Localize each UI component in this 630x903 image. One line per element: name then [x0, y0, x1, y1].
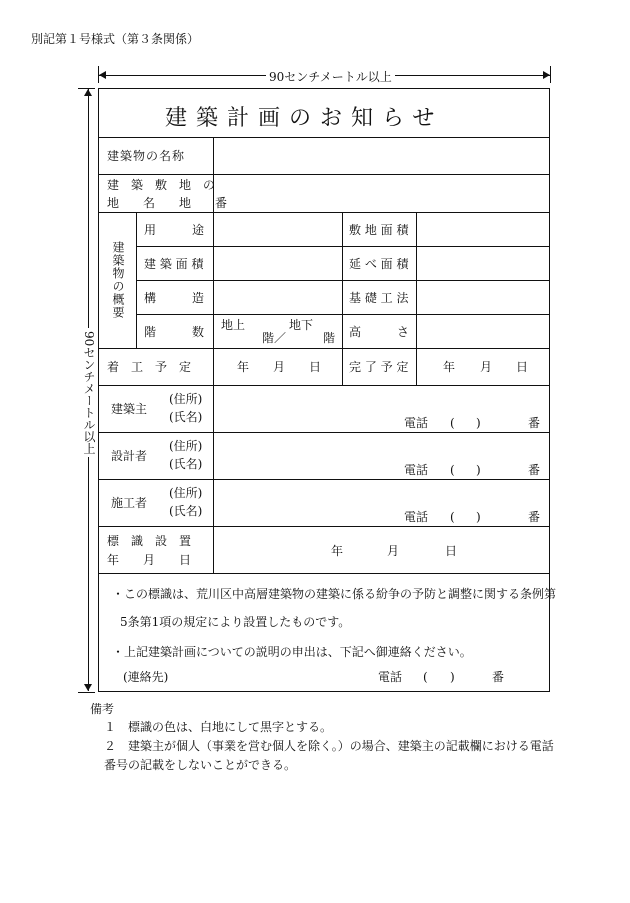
- rule: [99, 573, 549, 574]
- complete-year: 年: [443, 360, 456, 374]
- complete-label: 完 了 予 定: [349, 360, 409, 374]
- height-dim-bottom-tick: [78, 692, 95, 693]
- arrow-up-icon: [84, 89, 92, 96]
- rule: [99, 385, 549, 386]
- complete-month: 月: [480, 360, 493, 374]
- overview-label: 建築物の概要: [111, 241, 125, 319]
- height-label: 高 さ: [349, 325, 410, 339]
- rule: [136, 212, 137, 348]
- party-phone: 電話: [404, 416, 429, 430]
- party-role: 施工者: [111, 496, 148, 510]
- width-dim-label: 90センチメートル以上: [266, 68, 395, 85]
- rule: [99, 212, 549, 213]
- sign-install-year: 年: [331, 544, 344, 558]
- floors-unit-below: 階: [323, 331, 336, 345]
- paren-close: ): [476, 416, 481, 430]
- sign-install-label-line2: 年 月 日: [107, 553, 192, 567]
- use-label: 用 途: [144, 223, 205, 237]
- arrow-right-icon: [543, 71, 550, 79]
- rule: [416, 212, 417, 385]
- party-address: (住所): [169, 439, 203, 453]
- rule: [342, 212, 343, 385]
- form-title: 建築計画のお知らせ: [165, 106, 444, 131]
- paren-open: (: [450, 416, 455, 430]
- sign-install-day: 日: [445, 544, 458, 558]
- party-role: 設計者: [111, 449, 148, 463]
- rule: [99, 479, 549, 480]
- contact-phone: 電話: [378, 670, 403, 684]
- height-dim-label: 90センチメートル以上: [81, 328, 98, 457]
- statement-ordinance-line1: ・この標識は、荒川区中高層建築物の建築に係る紛争の予防と調整に関する条例第: [112, 587, 557, 601]
- notes-title: 備考: [90, 702, 115, 716]
- party-name: (氏名): [169, 457, 203, 471]
- floors-below-label: 地下: [289, 318, 314, 332]
- paren-open: (: [423, 670, 428, 684]
- structure-label: 構 造: [144, 291, 205, 305]
- party-ban: 番: [528, 510, 541, 524]
- statement-contact: ・上記建築計画についての説明の申出は、下記へ御連絡ください。: [112, 645, 472, 659]
- party-address: (住所): [169, 392, 203, 406]
- floors-label: 階 数: [144, 325, 205, 339]
- note-1: １ 標識の色は、白地にして黒字とする。: [104, 720, 333, 734]
- party-name: (氏名): [169, 504, 203, 518]
- rule: [99, 174, 549, 175]
- party-name: (氏名): [169, 410, 203, 424]
- paren-close: ): [450, 670, 455, 684]
- width-dim-right-tick: [550, 66, 551, 83]
- start-year: 年: [237, 360, 250, 374]
- paren-open: (: [450, 463, 455, 477]
- party-role: 建築主: [111, 402, 148, 416]
- floor-area-label: 延 べ 面 積: [349, 257, 409, 271]
- paren-open: (: [450, 510, 455, 524]
- party-ban: 番: [528, 463, 541, 477]
- rule: [99, 137, 549, 138]
- paren-close: ): [476, 510, 481, 524]
- note-2-line2: 番号の記載をしないことができる。: [104, 758, 297, 772]
- start-day: 日: [309, 360, 322, 374]
- building-area-label: 建 築 面 積: [144, 257, 204, 271]
- floors-above-label: 地上: [221, 318, 246, 332]
- start-label: 着 工 予 定: [107, 360, 192, 374]
- party-phone: 電話: [404, 463, 429, 477]
- floors-unit-above: 階／: [262, 331, 287, 345]
- party-phone: 電話: [404, 510, 429, 524]
- form-number-label: 別記第１号様式（第３条関係）: [31, 32, 200, 46]
- contact-label: (連絡先): [123, 670, 169, 684]
- notice-form: [98, 88, 557, 692]
- site-label-line1: 建 築 敷 地 の: [107, 178, 216, 192]
- foundation-label: 基 礎 工 法: [349, 291, 409, 305]
- site-label-line2: 地 名 地 番: [107, 196, 228, 210]
- statement-ordinance-line2: 5条第1項の規定により設置したものです。: [120, 615, 351, 629]
- paren-close: ): [476, 463, 481, 477]
- party-address: (住所): [169, 486, 203, 500]
- building-name-label: 建築物の名称: [107, 149, 186, 163]
- sign-install-month: 月: [387, 544, 400, 558]
- party-ban: 番: [528, 416, 541, 430]
- complete-day: 日: [516, 360, 529, 374]
- note-2-line1: ２ 建築主が個人（事業を営む個人を除く。）の場合、建築主の記載欄における電話: [104, 739, 554, 753]
- start-month: 月: [273, 360, 286, 374]
- contact-ban: 番: [492, 670, 505, 684]
- sign-install-label-line1: 標 識 設 置: [107, 534, 192, 548]
- rule: [99, 348, 549, 349]
- rule: [99, 526, 549, 527]
- rule: [99, 432, 549, 433]
- arrow-down-icon: [84, 684, 92, 691]
- arrow-left-icon: [99, 71, 106, 79]
- site-area-label: 敷 地 面 積: [349, 223, 409, 237]
